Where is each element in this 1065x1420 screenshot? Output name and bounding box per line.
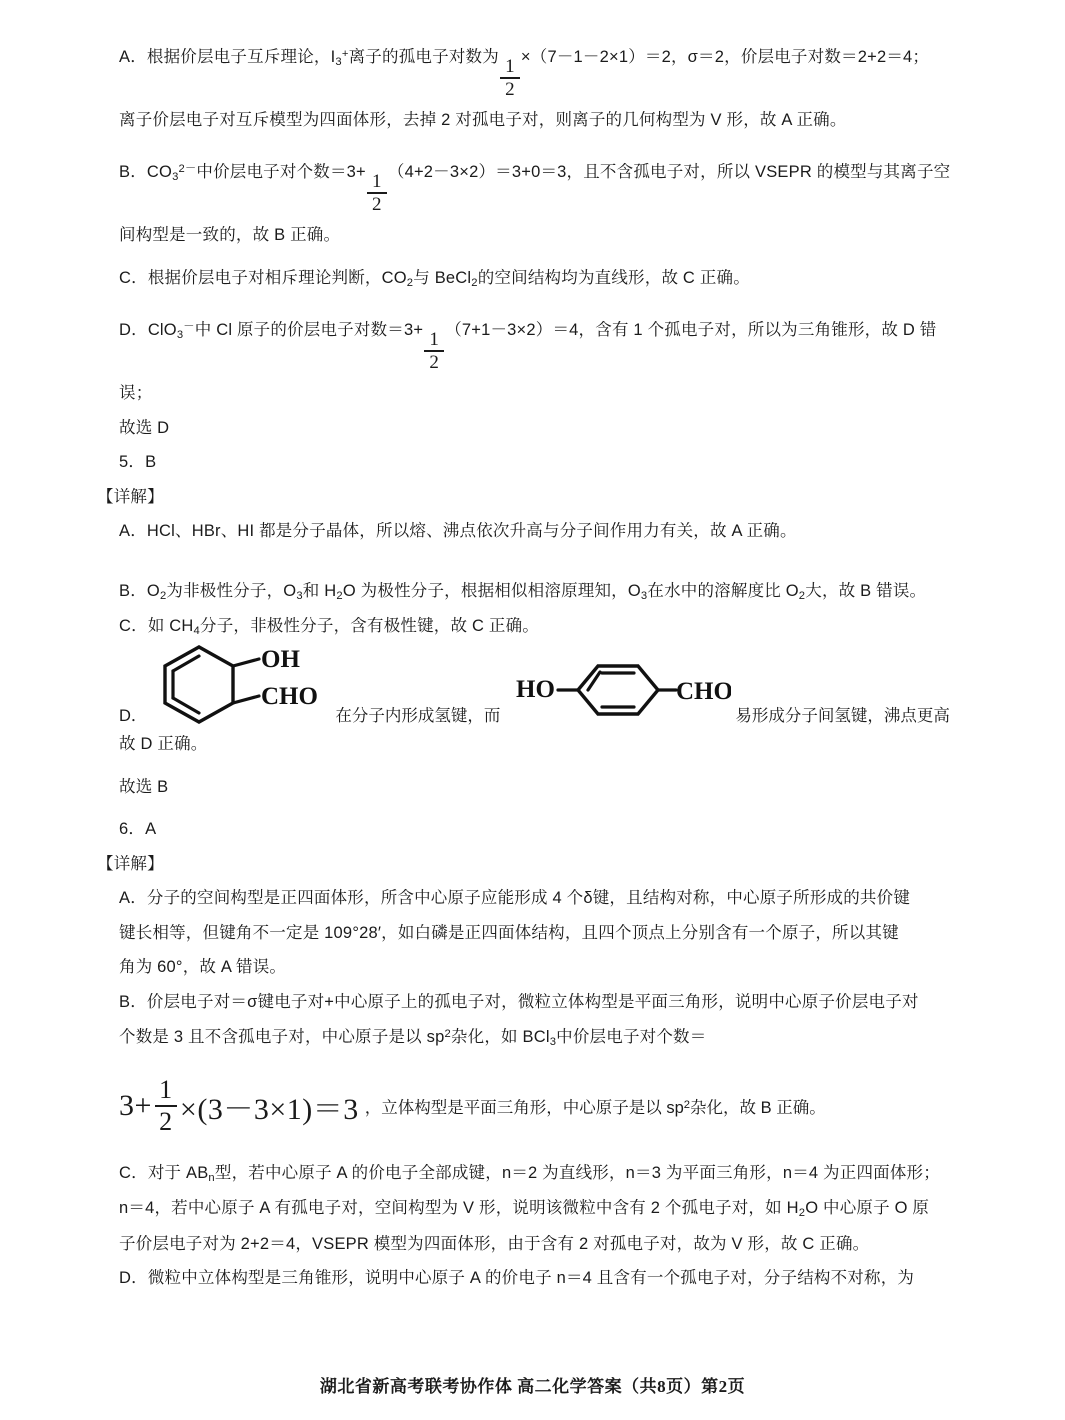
q5-option-c — [97, 614, 969, 640]
q6-option-d-line1: D．微粒中立体构型是三角锥形，说明中心原子 A 的价电子 n＝4 且含有一个孤电子对，分子结构不对称，为 — [119, 1269, 915, 1288]
page-content — [97, 36, 969, 1292]
q5-detail-label: 【详解】 — [97, 487, 164, 506]
q4-option-a-text-3: ×（7－1－2×1）＝2，σ＝2，价层电子对数＝2+2＝4； — [520, 48, 930, 66]
spacer — [97, 605, 969, 614]
q5-option-c-text-1: C．如 CH — [119, 616, 194, 635]
spacer — [97, 372, 969, 381]
q4-conclusion: 故选 D — [119, 418, 170, 437]
q4-option-c-line1 — [97, 266, 969, 292]
q5-option-b-text-2: 为非极性分子，O — [166, 581, 297, 600]
q4-option-d-line2: 误； — [119, 383, 153, 402]
q4-option-b-line1 — [97, 151, 969, 214]
q4-option-b-text-3: （4+2－3×2）＝3+0＝3，且不含孤电子对，所以 VSEPR 的模型与其离子空 — [387, 162, 951, 181]
fraction-numerator: 1 — [429, 328, 440, 350]
page-footer: 湖北省新高考联考协作体 高二化学答案（共8页）第2页 — [319, 1377, 746, 1396]
spacer — [97, 758, 969, 775]
q6-formula-tail-text-1: ，立体构型是平面三角形，中心原子是以 sp — [364, 1099, 684, 1118]
q5-option-b-sub-5: 2 — [798, 589, 806, 602]
q6-formula-tail-text-2: 杂化，故 B 正确。 — [690, 1099, 826, 1118]
q4-option-b-sup-1: 2－ — [178, 162, 197, 175]
q6-formula-tail-sup: 2 — [683, 1098, 691, 1111]
q6-option-c-text-4: O 中心原子 O 原 — [805, 1199, 930, 1218]
q6-option-b-text-2: 杂化，如 BCl — [450, 1027, 550, 1046]
spacer — [97, 1223, 969, 1232]
q4-option-d-line1 — [97, 309, 969, 372]
q6-option-c-line1 — [97, 1161, 969, 1187]
fraction-one-half — [424, 330, 444, 372]
para-hydroxybenzaldehyde-structure-icon — [516, 645, 731, 732]
q6-option-a-line1: A．分子的空间构型是正四面体形，所含中心原子应能形成 4 个δ键，且结构对称，中心原子所形成的共价键 — [119, 889, 911, 908]
vsepr-formula — [119, 1074, 359, 1137]
structure2-ho-label: HO — [516, 676, 556, 704]
spacer — [97, 407, 969, 416]
q6-option-c-line2 — [97, 1196, 969, 1222]
q4-option-d-text-3: （7+1－3×2）＝4，含有 1 个孤电子对，所以为三角锥形，故 D 错 — [445, 320, 937, 339]
q6-option-b-text-1: 个数是 3 且不含孤电子对，中心原子是以 sp — [119, 1027, 445, 1046]
q6-option-c-text-2: 型，若中心原子 A 的价电子全部成键，n＝2 为直线形，n＝3 为平面三角形，n＝4 为正四面体形； — [214, 1164, 940, 1183]
q4-option-d-sub-1: 3 — [176, 328, 184, 341]
q5-answer: 5．B — [119, 453, 157, 472]
q4-option-b-text-2: 中价层电子对个数＝3+ — [196, 162, 366, 181]
q4-option-c-text-1: C．根据价层电子对相斥理论判断，CO — [119, 268, 407, 287]
q4-option-a-text-1: A．根据价层电子互斥理论，I — [119, 48, 336, 66]
fraction-denominator: 2 — [505, 79, 515, 101]
spacer — [97, 441, 969, 450]
q6-formula-tail — [365, 1094, 826, 1118]
formula-term-a: 3 — [119, 1089, 135, 1123]
formula-remainder: ×(3－3×1)＝3 — [179, 1093, 359, 1127]
fraction-denominator: 2 — [159, 1107, 173, 1137]
q5-conclusion: 故选 B — [119, 777, 169, 796]
formula-fraction-one-half — [155, 1074, 177, 1137]
spacer — [97, 877, 969, 886]
spacer — [97, 292, 969, 309]
q5-option-b-sub-2: 3 — [296, 589, 303, 602]
q6-answer: 6．A — [119, 820, 157, 839]
fraction-denominator: 2 — [429, 351, 440, 373]
q4-option-d-text-2: 中 Cl 原子的价层电子对数＝3+ — [194, 320, 424, 339]
structure1-cho-label: CHO — [261, 683, 319, 711]
spacer — [97, 912, 969, 921]
fraction-numerator: 1 — [505, 56, 515, 78]
q4-option-c-sub-2: 2 — [471, 276, 478, 289]
q6-option-b-line2 — [97, 1025, 969, 1051]
spacer — [97, 946, 969, 955]
q6-display-formula-row — [97, 1074, 969, 1137]
q6-option-c-line3: 子价层电子对为 2+2＝4，VSEPR 模型为四面体形，由于含有 2 对孤电子对，故为 V 形，故 C 正确。 — [119, 1234, 870, 1253]
q5-option-d-middle-text: 在分子内形成氢键，而 — [335, 707, 501, 726]
q4-option-b-text-1: B．CO — [119, 162, 173, 181]
fraction-denominator: 2 — [372, 194, 382, 215]
spacer — [97, 510, 969, 519]
spacer — [97, 99, 969, 108]
q5-option-b-sub-3: 2 — [336, 589, 343, 602]
fraction-numerator: 1 — [372, 171, 382, 192]
q5-option-d-tail-text: 易形成分子间氢键，沸点更高 — [735, 707, 950, 726]
spacer — [97, 249, 969, 266]
structure1-oh-label: OH — [261, 646, 301, 674]
q5-option-b-text-3: 和 H — [302, 581, 337, 600]
q5-option-d-row — [97, 640, 969, 732]
q4-option-a-sub-1: 3 — [335, 55, 342, 68]
q6-option-c-text-3: n＝4，若中心原子 A 有孤电子对，空间构型为 V 形，说明该微粒中含有 2 个孤电子对，如 H — [119, 1199, 799, 1218]
q5-option-b-text-5: 在水中的溶解度比 O — [647, 581, 799, 600]
q4-option-a-line1 — [97, 36, 969, 99]
q4-option-d-sup-1: － — [183, 320, 195, 333]
spacer — [97, 1187, 969, 1196]
q5-option-b-text-1: B．O — [119, 581, 160, 600]
q6-option-b-text-3: 中价层电子对个数＝ — [556, 1027, 707, 1046]
q5-option-b-sub-1: 2 — [159, 589, 167, 602]
q4-option-a-line2: 离子价层电子对互斥模型为四面体形，去掉 2 对孤电子对，则离子的几何构型为 V 形，故 A 正确。 — [119, 111, 847, 130]
q5-option-b-text-6: 大，故 B 错误。 — [805, 581, 927, 600]
spacer — [97, 843, 969, 852]
q6-option-b-sup-1: 2 — [444, 1027, 451, 1040]
spacer — [97, 1135, 969, 1161]
q6-option-c-sub-2: 2 — [798, 1207, 806, 1220]
q4-option-b-sub-1: 3 — [172, 170, 179, 183]
fraction-numerator: 1 — [159, 1074, 173, 1104]
spacer — [97, 134, 969, 151]
q6-detail-label: 【详解】 — [97, 854, 164, 873]
q4-option-c-text-2: 与 BeCl — [413, 268, 472, 287]
q4-option-c-sub-1: 2 — [406, 276, 414, 289]
q5-option-b-sub-4: 3 — [640, 589, 648, 602]
q5-option-d-label: D． — [119, 707, 148, 726]
spacer — [97, 1016, 969, 1025]
spacer — [97, 214, 969, 223]
q6-option-b-line1: B．价层电子对＝σ键电子对+中心原子上的孤电子对，微粒立体构型是平面三角形，说明中心原子价层电子对 — [119, 993, 919, 1012]
fraction-one-half — [500, 57, 520, 99]
q6-option-c-sub-1: n — [208, 1172, 215, 1185]
q5-option-a: A．HCl、HBr、HI 都是分子晶体，所以熔、沸点依次升高与分子间作用力有关，故 A 正确。 — [119, 522, 797, 541]
q6-option-b-sub-1: 3 — [549, 1035, 557, 1048]
q5-option-c-text-2: 分子，非极性分子，含有极性键，故 C 正确。 — [200, 616, 539, 635]
q4-option-a-text-2: 离子的孤电子对数为 — [348, 48, 499, 66]
q5-option-c-sub-1: 4 — [193, 624, 200, 637]
spacer — [97, 1257, 969, 1266]
structure2-cho-label: CHO — [676, 678, 732, 706]
spacer — [97, 476, 969, 485]
q6-option-a-line3: 角为 60°，故 A 错误。 — [119, 958, 287, 977]
q4-option-c-text-3: 的空间结构均为直线形，故 C 正确。 — [477, 268, 750, 287]
q4-option-d-text-1: D．ClO — [119, 320, 177, 339]
q5-option-d-line2: 故 D 正确。 — [119, 735, 208, 754]
q4-option-a-sup-1: + — [341, 47, 349, 60]
q6-option-c-text-1: C．对于 AB — [119, 1164, 209, 1183]
q5-option-b — [97, 579, 969, 605]
fraction-one-half — [367, 172, 387, 214]
formula-plus-sign: + — [134, 1089, 152, 1123]
spacer — [97, 981, 969, 990]
spacer — [97, 545, 969, 579]
q4-option-b-line2: 间构型是一致的，故 B 正确。 — [119, 226, 341, 244]
salicylaldehyde-structure-icon — [147, 641, 327, 732]
spacer — [97, 800, 969, 817]
spacer — [97, 1051, 969, 1077]
q6-option-a-line2: 键长相等，但键角不一定是 109°28′，如白磷是正四面体结构，且四个顶点上分别含有一个原子，所以其键 — [119, 923, 899, 942]
q5-option-b-text-4: O 为极性分子，根据相似相溶原理知，O — [342, 581, 641, 600]
